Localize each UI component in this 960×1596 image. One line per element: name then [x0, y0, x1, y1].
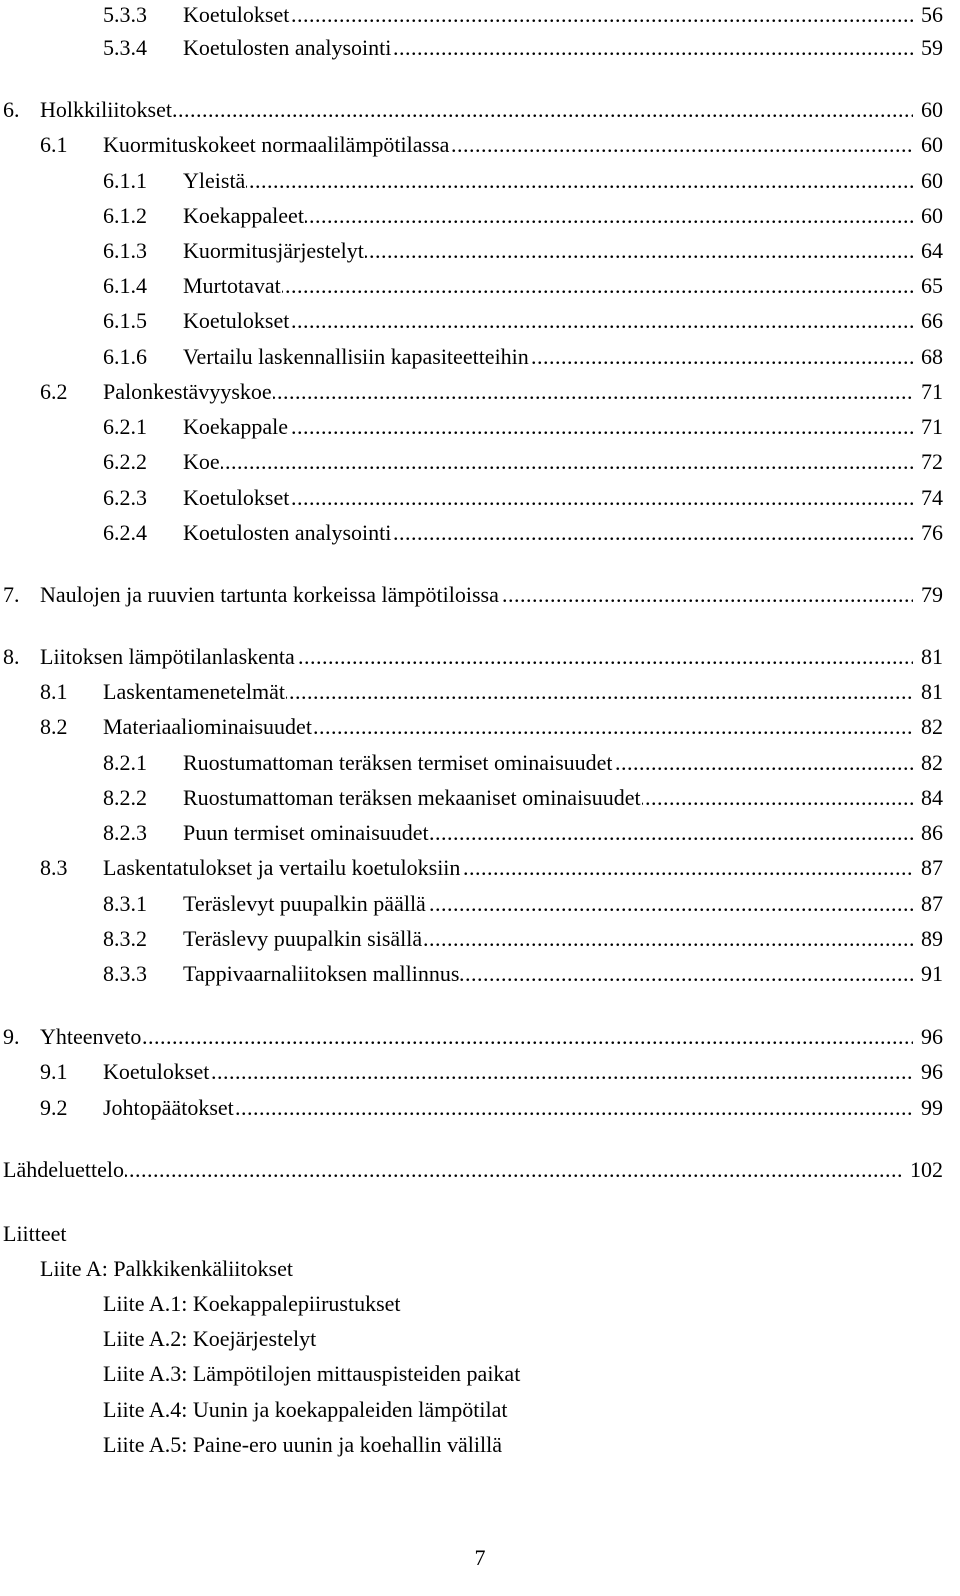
toc-entry-title: Laskentatulokset ja vertailu koetuloksiin: [103, 855, 461, 880]
toc-entry[interactable]: [0, 712, 943, 742]
toc-entry-title: Teräslevy puupalkin sisällä: [183, 926, 423, 951]
toc-entry-page: 82: [920, 712, 943, 742]
toc-leader-dots: [183, 412, 913, 442]
toc-entry-page: 60: [920, 130, 943, 160]
toc-entry-number: 6.2.2: [103, 449, 147, 474]
toc-entry[interactable]: [0, 412, 943, 442]
toc-entry-number: 6.1.5: [103, 308, 147, 333]
toc-entry-number: 8.2: [40, 714, 68, 739]
toc-entry-title: Materiaaliominaisuudet: [103, 714, 312, 739]
toc-entry[interactable]: [0, 889, 943, 919]
toc-entry-page: 65: [920, 271, 943, 301]
toc-entry-number: 6.2.4: [103, 520, 147, 545]
toc-leader-dots: [183, 306, 913, 336]
toc-entry-title: Koekappaleet: [183, 203, 304, 228]
toc-entry-page: 66: [920, 306, 943, 336]
toc-entry[interactable]: [0, 959, 943, 989]
toc-entry[interactable]: [0, 130, 943, 160]
toc-entry-number: 8.2.1: [103, 750, 147, 775]
toc-entry[interactable]: [0, 236, 943, 266]
toc-entry-title: Yhteenveto: [40, 1024, 142, 1049]
toc-entry-page: 99: [920, 1093, 943, 1123]
toc-entry-number: 6.: [3, 97, 20, 122]
toc-entry[interactable]: [0, 853, 943, 883]
toc-entry[interactable]: [0, 783, 943, 813]
toc-entry-title: Koe: [183, 449, 220, 474]
toc-leader-dots: [40, 1022, 913, 1052]
toc-entry-page: 56: [920, 0, 943, 30]
toc-entry-page: 60: [920, 95, 943, 125]
toc-entry[interactable]: [0, 447, 943, 477]
toc-entry-page: 91: [920, 959, 943, 989]
toc-entry-page: 68: [920, 342, 943, 372]
toc-leader-dots: [183, 0, 913, 30]
toc-entry[interactable]: [0, 95, 943, 125]
toc-entry-number: 6.1.6: [103, 344, 147, 369]
toc-entry-page: 60: [920, 201, 943, 231]
toc-entry[interactable]: [0, 642, 943, 672]
toc-entry[interactable]: [0, 1022, 943, 1052]
toc-entry-title: Puun termiset ominaisuudet: [183, 820, 429, 845]
toc-entry[interactable]: [0, 306, 943, 336]
toc-entry-number: 8.3.1: [103, 891, 147, 916]
toc-entry-title: Johtopäätokset: [103, 1095, 234, 1120]
toc-entry-page: 76: [920, 518, 943, 548]
toc-entry-page: 71: [920, 377, 943, 407]
toc-entry-page: 59: [920, 33, 943, 63]
toc-entry[interactable]: [0, 818, 943, 848]
toc-entry-title: Teräslevyt puupalkin päällä: [183, 891, 426, 916]
toc-entry-page: 89: [920, 924, 943, 954]
toc-entry-title: Lähdeluettelo: [3, 1157, 124, 1182]
toc-entry-number: 6.1.4: [103, 273, 147, 298]
page-number: 7: [474, 1545, 486, 1570]
toc-entry[interactable]: [0, 0, 943, 30]
toc-entry-number: 6.2: [40, 379, 68, 404]
appendix-group: Liite A: Palkkikenkäliitokset: [40, 1256, 293, 1281]
toc-entry-page: 81: [920, 677, 943, 707]
toc-leader-dots: [183, 447, 913, 477]
toc-entry-number: 8.3: [40, 855, 68, 880]
toc-entry-title: Koetulokset: [103, 1059, 210, 1084]
appendix-item[interactable]: Liite A.3: Lämpötilojen mittauspisteiden paikat: [103, 1361, 521, 1386]
toc-entry-title: Koetulokset: [183, 485, 290, 510]
toc-entry[interactable]: [0, 924, 943, 954]
toc-entry[interactable]: [0, 201, 943, 231]
toc-entry-title: Palonkestävyyskoe: [103, 379, 272, 404]
toc-entry-page: 64: [920, 236, 943, 266]
toc-entry-number: 5.3.3: [103, 2, 147, 27]
toc-entry-title: Laskentamenetelmät: [103, 679, 286, 704]
toc-entry-number: 5.3.4: [103, 35, 147, 60]
toc-entry-title: Ruostumattoman teräksen termiset ominaisuudet: [183, 750, 613, 775]
toc-entry[interactable]: [0, 271, 943, 301]
toc-entry-title: Vertailu laskennallisiin kapasiteetteihin: [183, 344, 529, 369]
toc-entry-page: 87: [920, 853, 943, 883]
toc-entry[interactable]: [0, 33, 943, 63]
toc-entry-number: 6.1.2: [103, 203, 147, 228]
toc-entry-page: 71: [920, 412, 943, 442]
toc-entry-number: 6.2.1: [103, 414, 147, 439]
toc-entry-number: 9.: [3, 1024, 20, 1049]
toc-entry-number: 7.: [3, 582, 20, 607]
toc-entry-page: 96: [920, 1057, 943, 1087]
toc-entry-title: Murtotavat: [183, 273, 281, 298]
toc-entry[interactable]: [0, 1093, 943, 1123]
toc-entry-title: Kuormituskokeet normaalilämpötilassa: [103, 132, 450, 157]
toc-entry-number: 6.1: [40, 132, 68, 157]
toc-entry-page: 84: [920, 783, 943, 813]
toc-entry-number: 6.1.1: [103, 168, 147, 193]
toc-entry[interactable]: [0, 1057, 943, 1087]
toc-entry-number: 9.1: [40, 1059, 68, 1084]
toc-entry-title: Yleistä: [183, 168, 246, 193]
toc-entry-page: 86: [920, 818, 943, 848]
toc-entry-number: 8.2.3: [103, 820, 147, 845]
appendix-item[interactable]: Liite A.1: Koekappalepiirustukset: [103, 1291, 401, 1316]
toc-leader-dots: [183, 166, 913, 196]
toc-entry-page: 74: [920, 483, 943, 513]
toc-entry[interactable]: [0, 377, 943, 407]
toc-entry-title: Holkkiliitokset.: [40, 97, 178, 122]
toc-entry-page: 60: [920, 166, 943, 196]
toc-entry[interactable]: [0, 580, 943, 610]
toc-entry-title: Koetulokset: [183, 2, 290, 27]
appendix-item[interactable]: Liite A.5: Paine-ero uunin ja koehallin välillä: [103, 1432, 502, 1457]
toc-entry-title: Liitoksen lämpötilanlaskenta: [40, 644, 295, 669]
toc-entry[interactable]: [0, 518, 943, 548]
toc-entry-page: 102: [909, 1155, 943, 1185]
toc-entry-title: Koetulosten analysointi: [183, 35, 392, 60]
toc-entry-page: 81: [920, 642, 943, 672]
toc-entry-page: 79: [920, 580, 943, 610]
toc-entry[interactable]: [0, 748, 943, 778]
appendix-item[interactable]: Liite A.4: Uunin ja koekappaleiden lämpötilat: [103, 1397, 508, 1422]
toc-leader-dots: [3, 1155, 901, 1185]
appendix-heading: Liitteet: [3, 1221, 67, 1246]
toc-entry-page: 96: [920, 1022, 943, 1052]
toc-entry-number: 9.2: [40, 1095, 68, 1120]
toc-leader-dots: [183, 483, 913, 513]
toc-entry[interactable]: [0, 1155, 943, 1185]
toc-leader-dots: [183, 271, 913, 301]
toc-entry-title: Koetulokset: [183, 308, 290, 333]
toc-entry-page: 87: [920, 889, 943, 919]
toc-entry-title: Koetulosten analysointi: [183, 520, 392, 545]
toc-entry-title: Naulojen ja ruuvien tartunta korkeissa lämpötiloissa: [40, 582, 499, 607]
toc-entry[interactable]: [0, 483, 943, 513]
toc-entry-page: 82: [920, 748, 943, 778]
toc-entry-title: Kuormitusjärjestelyt: [183, 238, 364, 263]
toc-entry-title: Koekappale: [183, 414, 289, 439]
toc-entry-title: Ruostumattoman teräksen mekaaniset ominaisuudet: [183, 785, 641, 810]
toc-entry-number: 6.2.3: [103, 485, 147, 510]
toc-entry-number: 8.2.2: [103, 785, 147, 810]
toc-entry-number: 8.: [3, 644, 20, 669]
appendix-item[interactable]: Liite A.2: Koejärjestelyt: [103, 1326, 317, 1351]
toc-entry-number: 8.3.2: [103, 926, 147, 951]
toc-entry[interactable]: [0, 677, 943, 707]
toc-entry-number: 6.1.3: [103, 238, 147, 263]
toc-entry[interactable]: [0, 166, 943, 196]
toc-leader-dots: [103, 1057, 913, 1087]
toc-entry[interactable]: [0, 342, 943, 372]
toc-entry-title: Tappivaarnaliitoksen mallinnus: [183, 961, 460, 986]
toc-entry-page: 72: [920, 447, 943, 477]
toc-entry-number: 8.3.3: [103, 961, 147, 986]
toc-entry-number: 8.1: [40, 679, 68, 704]
